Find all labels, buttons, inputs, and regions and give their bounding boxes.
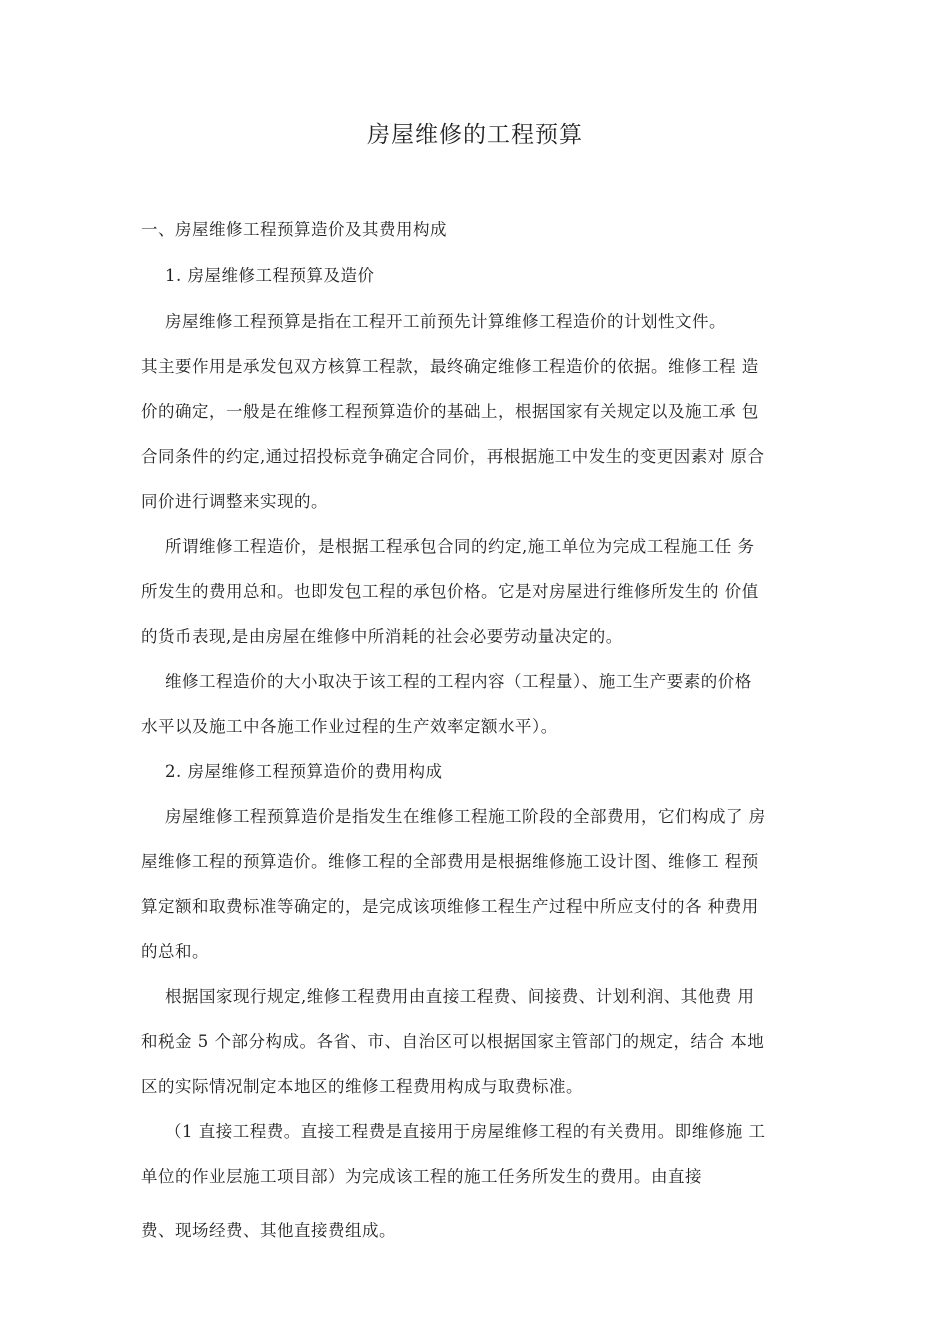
paragraph-line: 维修工程造价的大小取决于该工程的工程内容（工程量）、施工生产要素的价格 [165,672,752,691]
paragraph-line: 同价进行调整来实现的。 [141,492,328,511]
paragraph-line: （1 直接工程费。直接工程费是直接用于房屋维修工程的有关费用。即维修施 工 [165,1122,766,1141]
paragraph-line: 的货币表现,是由房屋在维修中所消耗的社会必要劳动量决定的。 [141,627,623,646]
paragraph-line: 区的实际情况制定本地区的维修工程费用构成与取费标准。 [141,1077,583,1096]
subsection-heading: 1. 房屋维修工程预算及造价 [165,266,375,285]
paragraph-line: 价的确定，一般是在维修工程预算造价的基础上，根据国家有关规定以及施工承 包 [141,402,759,421]
paragraph-line: 和税金 5 个部分构成。各省、市、自治区可以根据国家主管部门的规定，结合 本地 [141,1032,765,1051]
section-heading: 一、房屋维修工程预算造价及其费用构成 [141,220,447,239]
paragraph-line: 屋维修工程的预算造价。维修工程的全部费用是根据维修施工设计图、维修工 程预 [141,852,759,871]
paragraph-line: 合同条件的约定,通过招投标竞争确定合同价，再根据施工中发生的变更因素对 原合 [141,447,765,466]
paragraph-line: 房屋维修工程预算是指在工程开工前预先计算维修工程造价的计划性文件。 [165,312,726,331]
paragraph-line: 费、现场经费、其他直接费组成。 [141,1221,396,1240]
paragraph-line: 单位的作业层施工项目部）为完成该工程的施工任务所发生的费用。由直接 [141,1167,702,1186]
paragraph-line: 根据国家现行规定,维修工程费用由直接工程费、间接费、计划利润、其他费 用 [165,987,755,1006]
paragraph-line: 房屋维修工程预算造价是指发生在维修工程施工阶段的全部费用，它们构成了 房 [165,807,766,826]
paragraph-line: 的总和。 [141,942,209,961]
paragraph-line: 算定额和取费标准等确定的，是完成该项维修工程生产过程中所应支付的各 种费用 [141,897,759,916]
paragraph-line: 水平以及施工中各施工作业过程的生产效率定额水平）。 [141,717,558,736]
paragraph-line: 所谓维修工程造价，是根据工程承包合同的约定,施工单位为完成工程施工任 务 [165,537,755,556]
paragraph-line: 其主要作用是承发包双方核算工程款，最终确定维修工程造价的依据。维修工程 造 [141,357,759,376]
subsection-heading: 2. 房屋维修工程预算造价的费用构成 [165,762,443,781]
paragraph-line: 所发生的费用总和。也即发包工程的承包价格。它是对房屋进行维修所发生的 价值 [141,582,759,601]
page-title: 房屋维修的工程预算 [367,122,583,148]
